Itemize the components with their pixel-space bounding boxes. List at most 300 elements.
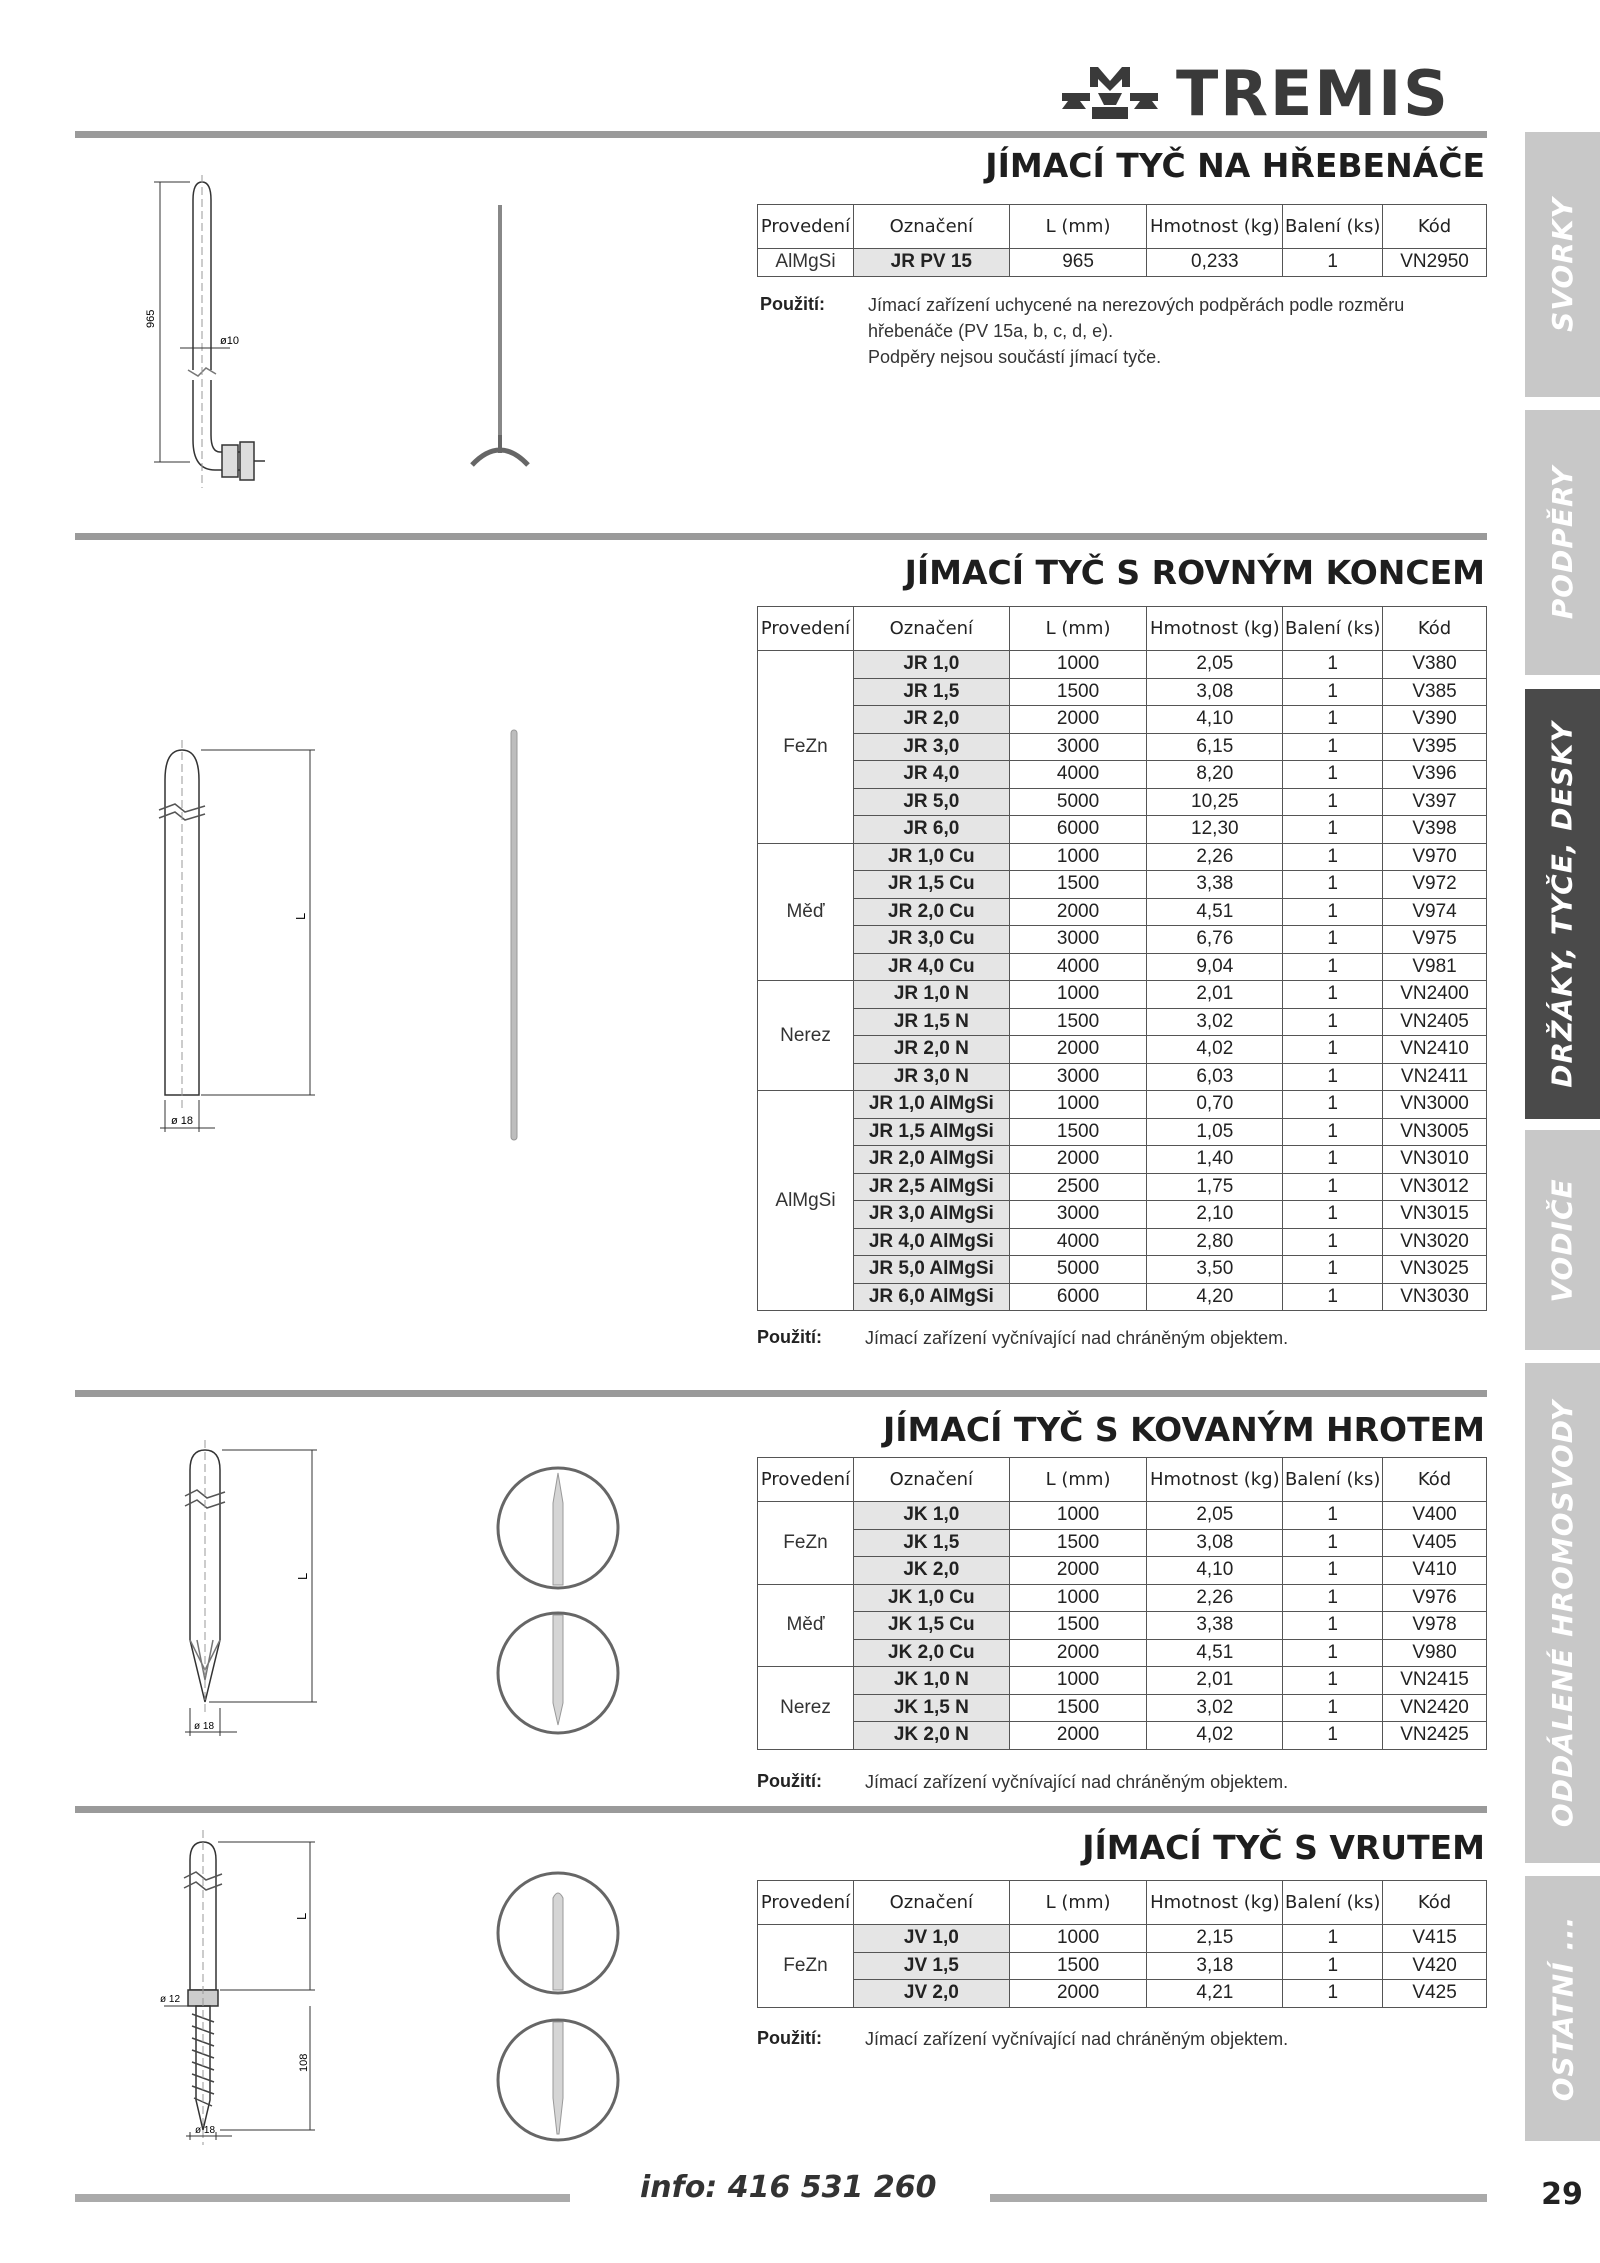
table-row [758, 898, 1487, 926]
use-line: Jímací zařízení vyčnívající nad chráněným objektem. [865, 2029, 1289, 2049]
weight-cell: 1,40 [1147, 1146, 1283, 1174]
col-header-length: L (mm) [1009, 1881, 1147, 1925]
code-cell: V420 [1383, 1952, 1487, 1980]
length-cell: 2000 [1009, 1722, 1147, 1750]
col-header-weight: Hmotnost (kg) [1147, 1881, 1283, 1925]
provedeni-cell: Nerez [758, 1667, 854, 1750]
packaging-cell: 1 [1283, 1639, 1383, 1667]
length-cell: 965 [1009, 249, 1147, 277]
table-row [758, 1694, 1487, 1722]
tab-label: VODIČE [1546, 1177, 1580, 1303]
packaging-cell: 1 [1283, 1091, 1383, 1119]
table-row [758, 981, 1487, 1009]
code-cell: VN3025 [1383, 1256, 1487, 1284]
table-row [758, 678, 1487, 706]
col-header-code: Kód [1383, 607, 1487, 651]
code-cell: V974 [1383, 898, 1487, 926]
use-line: Jímací zařízení vyčnívající nad chráněným objektem. [865, 1772, 1289, 1792]
length-cell: 3000 [1009, 1201, 1147, 1229]
packaging-cell: 1 [1283, 733, 1383, 761]
code-cell: VN2425 [1383, 1722, 1487, 1750]
col-header-weight: Hmotnost (kg) [1147, 607, 1283, 651]
packaging-cell: 1 [1283, 1118, 1383, 1146]
table-row [758, 1502, 1487, 1530]
col-header-weight: Hmotnost (kg) [1147, 1458, 1283, 1502]
code-cell: VN2400 [1383, 981, 1487, 1009]
diameter-dimension-label: ø10 [220, 335, 239, 347]
weight-cell: 0,70 [1147, 1091, 1283, 1119]
table-row [758, 1063, 1487, 1091]
oznaceni-cell: JK 1,0 [853, 1502, 1009, 1530]
use-label: Použití: [757, 1771, 822, 1791]
length-dimension-label: L [294, 1912, 309, 1920]
oznaceni-cell: JR 2,5 AlMgSi [853, 1173, 1009, 1201]
length-cell: 1500 [1009, 1118, 1147, 1146]
provedeni-cell: AlMgSi [758, 1091, 854, 1311]
weight-cell: 4,51 [1147, 1639, 1283, 1667]
packaging-cell: 1 [1283, 249, 1383, 277]
section-divider [75, 533, 1487, 540]
length-cell: 3000 [1009, 926, 1147, 954]
length-cell: 1000 [1009, 651, 1147, 679]
table-row [758, 1228, 1487, 1256]
oznaceni-cell: JK 2,0 [853, 1557, 1009, 1585]
height-dimension-label: 965 [145, 309, 157, 328]
code-cell: V975 [1383, 926, 1487, 954]
oznaceni-cell: JK 1,5 [853, 1529, 1009, 1557]
section-divider [75, 1390, 1487, 1397]
length-cell: 3000 [1009, 1063, 1147, 1091]
table-row [758, 1283, 1487, 1311]
col-header-length: L (mm) [1009, 205, 1147, 249]
code-cell: V425 [1383, 1980, 1487, 2008]
col-header-provedeni: Provedení [758, 1881, 854, 1925]
tremis-mark-icon [1060, 63, 1160, 123]
weight-cell: 10,25 [1147, 788, 1283, 816]
length-cell: 5000 [1009, 788, 1147, 816]
packaging-cell: 1 [1283, 1980, 1383, 2008]
oznaceni-cell: JR 1,5 [853, 678, 1009, 706]
weight-cell: 2,01 [1147, 981, 1283, 1009]
code-cell: VN2950 [1383, 249, 1487, 277]
table-row [758, 1584, 1487, 1612]
length-cell: 1000 [1009, 1502, 1147, 1530]
oznaceni-cell: JR 1,0 N [853, 981, 1009, 1009]
col-header-oznaceni: Označení [853, 1881, 1009, 1925]
weight-cell: 3,18 [1147, 1952, 1283, 1980]
col-header-packaging: Balení (ks) [1283, 205, 1383, 249]
oznaceni-cell: JK 1,0 N [853, 1667, 1009, 1695]
oznaceni-cell: JR 2,0 N [853, 1036, 1009, 1064]
length-cell: 1500 [1009, 1694, 1147, 1722]
col-header-code: Kód [1383, 205, 1487, 249]
table-row [758, 1146, 1487, 1174]
packaging-cell: 1 [1283, 1008, 1383, 1036]
screw-rod-photos [493, 1868, 623, 2148]
code-cell: V397 [1383, 788, 1487, 816]
oznaceni-cell: JR 2,0 Cu [853, 898, 1009, 926]
weight-cell: 3,38 [1147, 871, 1283, 899]
packaging-cell: 1 [1283, 1228, 1383, 1256]
length-cell: 1000 [1009, 1091, 1147, 1119]
packaging-cell: 1 [1283, 1146, 1383, 1174]
section-divider [75, 1806, 1487, 1813]
code-cell: VN3020 [1383, 1228, 1487, 1256]
weight-cell: 4,02 [1147, 1036, 1283, 1064]
length-cell: 4000 [1009, 761, 1147, 789]
packaging-cell: 1 [1283, 1256, 1383, 1284]
spec-table-body [758, 249, 1487, 277]
packaging-cell: 1 [1283, 678, 1383, 706]
table-row [758, 1952, 1487, 1980]
col-header-oznaceni: Označení [853, 607, 1009, 651]
brand-name: TREMIS [1176, 56, 1450, 130]
packaging-cell: 1 [1283, 1694, 1383, 1722]
oznaceni-cell: JR 3,0 N [853, 1063, 1009, 1091]
oznaceni-cell: JR 1,0 AlMgSi [853, 1091, 1009, 1119]
weight-cell: 2,05 [1147, 1502, 1283, 1530]
weight-cell: 6,03 [1147, 1063, 1283, 1091]
weight-cell: 2,01 [1147, 1667, 1283, 1695]
section-title: JÍMACÍ TYČ S VRUTEM [1082, 1828, 1485, 1867]
packaging-cell: 1 [1283, 1201, 1383, 1229]
oznaceni-cell: JR 5,0 AlMgSi [853, 1256, 1009, 1284]
length-cell: 2000 [1009, 1036, 1147, 1064]
provedeni-cell: FeZn [758, 651, 854, 844]
table-row [758, 1118, 1487, 1146]
table-row [758, 1008, 1487, 1036]
packaging-cell: 1 [1283, 1722, 1383, 1750]
spec-table-body [758, 1925, 1487, 2008]
length-cell: 3000 [1009, 733, 1147, 761]
oznaceni-cell: JK 1,5 N [853, 1694, 1009, 1722]
length-cell: 6000 [1009, 816, 1147, 844]
weight-cell: 3,08 [1147, 1529, 1283, 1557]
packaging-cell: 1 [1283, 706, 1383, 734]
packaging-cell: 1 [1283, 926, 1383, 954]
tab-ostatni[interactable] [1525, 1876, 1600, 2141]
weight-cell: 2,80 [1147, 1228, 1283, 1256]
code-cell: VN3010 [1383, 1146, 1487, 1174]
diameter-dimension-label: ø 18 [194, 1721, 215, 1732]
oznaceni-cell: JR 1,5 AlMgSi [853, 1118, 1009, 1146]
code-cell: VN3000 [1383, 1091, 1487, 1119]
length-cell: 1500 [1009, 1008, 1147, 1036]
packaging-cell: 1 [1283, 1036, 1383, 1064]
use-label: Použití: [757, 1327, 822, 1347]
table-row [758, 761, 1487, 789]
weight-cell: 4,20 [1147, 1283, 1283, 1311]
length-cell: 2000 [1009, 706, 1147, 734]
oznaceni-cell: JR 1,5 Cu [853, 871, 1009, 899]
section-title: JÍMACÍ TYČ S ROVNÝM KONCEM [904, 553, 1485, 592]
col-header-provedeni: Provedení [758, 1458, 854, 1502]
use-label: Použití: [760, 294, 825, 314]
weight-cell: 12,30 [1147, 816, 1283, 844]
col-header-code: Kód [1383, 1458, 1487, 1502]
table-row [758, 1036, 1487, 1064]
length-cell: 2000 [1009, 1980, 1147, 2008]
length-cell: 1000 [1009, 843, 1147, 871]
weight-cell: 2,26 [1147, 843, 1283, 871]
spec-table [757, 1880, 1487, 2008]
hook-rod-drawing [140, 170, 300, 500]
table-row [758, 733, 1487, 761]
code-cell: VN2410 [1383, 1036, 1487, 1064]
weight-cell: 1,05 [1147, 1118, 1283, 1146]
packaging-cell: 1 [1283, 871, 1383, 899]
tab-svorky[interactable] [1525, 132, 1600, 397]
provedeni-cell: AlMgSi [758, 249, 854, 277]
length-cell: 2500 [1009, 1173, 1147, 1201]
weight-cell: 4,02 [1147, 1722, 1283, 1750]
screw-rod-drawing [150, 1830, 330, 2150]
nut-diameter-label: ø 12 [160, 1994, 181, 2005]
straight-rod-photo [500, 725, 530, 1145]
table-row [758, 651, 1487, 679]
packaging-cell: 1 [1283, 1529, 1383, 1557]
footer-bar-right [990, 2194, 1487, 2202]
code-cell: V405 [1383, 1529, 1487, 1557]
spec-table [757, 204, 1487, 277]
brand-logo [1060, 58, 1490, 128]
provedeni-cell: Měď [758, 1584, 854, 1667]
packaging-cell: 1 [1283, 898, 1383, 926]
length-cell: 1500 [1009, 1529, 1147, 1557]
length-cell: 5000 [1009, 1256, 1147, 1284]
packaging-cell: 1 [1283, 651, 1383, 679]
use-line: Jímací zařízení vyčnívající nad chráněným objektem. [865, 1328, 1289, 1348]
length-cell: 1500 [1009, 871, 1147, 899]
table-row [758, 1173, 1487, 1201]
weight-cell: 2,10 [1147, 1201, 1283, 1229]
provedeni-cell: Měď [758, 843, 854, 981]
table-row [758, 1091, 1487, 1119]
weight-cell: 3,02 [1147, 1694, 1283, 1722]
use-line: Podpěry nejsou součástí jímací tyče. [868, 347, 1162, 367]
spec-table-body [758, 1502, 1487, 1750]
table-row [758, 706, 1487, 734]
weight-cell: 2,05 [1147, 651, 1283, 679]
oznaceni-cell: JR 1,0 [853, 651, 1009, 679]
packaging-cell: 1 [1283, 788, 1383, 816]
code-cell: VN3015 [1383, 1201, 1487, 1229]
oznaceni-cell: JK 2,0 Cu [853, 1639, 1009, 1667]
provedeni-cell: FeZn [758, 1925, 854, 2008]
packaging-cell: 1 [1283, 1283, 1383, 1311]
col-header-length: L (mm) [1009, 1458, 1147, 1502]
table-row [758, 1925, 1487, 1953]
table-row [758, 953, 1487, 981]
weight-cell: 1,75 [1147, 1173, 1283, 1201]
oznaceni-cell: JR 4,0 AlMgSi [853, 1228, 1009, 1256]
col-header-packaging: Balení (ks) [1283, 1458, 1383, 1502]
tab-vodice[interactable] [1525, 1130, 1600, 1350]
code-cell: V415 [1383, 1925, 1487, 1953]
code-cell: VN3005 [1383, 1118, 1487, 1146]
col-header-packaging: Balení (ks) [1283, 607, 1383, 651]
code-cell: VN2415 [1383, 1667, 1487, 1695]
packaging-cell: 1 [1283, 843, 1383, 871]
tab-label: SVORKY [1546, 197, 1579, 332]
packaging-cell: 1 [1283, 1584, 1383, 1612]
forged-tip-rod-drawing [175, 1440, 325, 1750]
oznaceni-cell: JR 6,0 [853, 816, 1009, 844]
table-row [758, 871, 1487, 899]
packaging-cell: 1 [1283, 1612, 1383, 1640]
col-header-provedeni: Provedení [758, 205, 854, 249]
table-row [758, 1529, 1487, 1557]
hook-rod-photo [460, 195, 580, 485]
footer-contact: info: 416 531 260 [640, 2170, 937, 2205]
oznaceni-cell: JK 1,0 Cu [853, 1584, 1009, 1612]
code-cell: V410 [1383, 1557, 1487, 1585]
weight-cell: 3,02 [1147, 1008, 1283, 1036]
weight-cell: 0,233 [1147, 249, 1283, 277]
code-cell: V970 [1383, 843, 1487, 871]
code-cell: V380 [1383, 651, 1487, 679]
table-row [758, 1612, 1487, 1640]
oznaceni-cell: JR 3,0 Cu [853, 926, 1009, 954]
spec-table [757, 1457, 1487, 1750]
col-header-weight: Hmotnost (kg) [1147, 205, 1283, 249]
tab-oddalene-hromosvody[interactable] [1525, 1363, 1600, 1863]
table-row [758, 1722, 1487, 1750]
packaging-cell: 1 [1283, 1173, 1383, 1201]
footer-bar-left [75, 2194, 570, 2202]
weight-cell: 9,04 [1147, 953, 1283, 981]
length-cell: 2000 [1009, 1639, 1147, 1667]
weight-cell: 6,15 [1147, 733, 1283, 761]
col-header-packaging: Balení (ks) [1283, 1881, 1383, 1925]
oznaceni-cell: JR 2,0 [853, 706, 1009, 734]
tab-label: PODPĚRY [1546, 465, 1580, 620]
screw-length-label: 108 [298, 2053, 310, 2072]
packaging-cell: 1 [1283, 816, 1383, 844]
provedeni-cell: FeZn [758, 1502, 854, 1585]
length-cell: 2000 [1009, 1557, 1147, 1585]
length-cell: 1500 [1009, 1952, 1147, 1980]
code-cell: V980 [1383, 1639, 1487, 1667]
page-number: 29 [1541, 2177, 1583, 2212]
weight-cell: 8,20 [1147, 761, 1283, 789]
packaging-cell: 1 [1283, 761, 1383, 789]
tab-podpery[interactable] [1525, 410, 1600, 675]
length-cell: 4000 [1009, 953, 1147, 981]
table-row [758, 1256, 1487, 1284]
table-row [758, 1980, 1487, 2008]
length-dimension-label: L [293, 912, 308, 920]
table-row [758, 1667, 1487, 1695]
weight-cell: 2,26 [1147, 1584, 1283, 1612]
weight-cell: 6,76 [1147, 926, 1283, 954]
weight-cell: 3,38 [1147, 1612, 1283, 1640]
code-cell: VN3012 [1383, 1173, 1487, 1201]
oznaceni-cell: JR 4,0 Cu [853, 953, 1009, 981]
oznaceni-cell: JR 3,0 [853, 733, 1009, 761]
section-divider [75, 131, 1487, 138]
spec-table-body [758, 651, 1487, 1311]
tab-label: ODDÁLENÉ HROMOSVODY [1546, 1399, 1579, 1827]
length-cell: 4000 [1009, 1228, 1147, 1256]
code-cell: V395 [1383, 733, 1487, 761]
use-text [868, 292, 1404, 370]
code-cell: V398 [1383, 816, 1487, 844]
length-cell: 1000 [1009, 1584, 1147, 1612]
length-cell: 1500 [1009, 1612, 1147, 1640]
oznaceni-cell: JK 2,0 N [853, 1722, 1009, 1750]
length-cell: 1000 [1009, 1925, 1147, 1953]
oznaceni-cell: JV 2,0 [853, 1980, 1009, 2008]
packaging-cell: 1 [1283, 1925, 1383, 1953]
tab-drzaky-tyce-desky[interactable] [1525, 689, 1600, 1119]
weight-cell: 3,08 [1147, 678, 1283, 706]
code-cell: VN2405 [1383, 1008, 1487, 1036]
packaging-cell: 1 [1283, 981, 1383, 1009]
code-cell: VN2420 [1383, 1694, 1487, 1722]
length-cell: 6000 [1009, 1283, 1147, 1311]
length-dimension-label: L [295, 1572, 310, 1580]
use-line: hřebenáče (PV 15a, b, c, d, e). [868, 321, 1114, 341]
table-row [758, 249, 1487, 277]
code-cell: V976 [1383, 1584, 1487, 1612]
oznaceni-cell: JR 6,0 AlMgSi [853, 1283, 1009, 1311]
oznaceni-cell: JK 1,5 Cu [853, 1612, 1009, 1640]
use-line: Jímací zařízení uchycené na nerezových podpěrách podle rozměru [868, 295, 1405, 315]
code-cell: V981 [1383, 953, 1487, 981]
table-row [758, 1201, 1487, 1229]
packaging-cell: 1 [1283, 1952, 1383, 1980]
oznaceni-cell: JR 4,0 [853, 761, 1009, 789]
oznaceni-cell: JR 5,0 [853, 788, 1009, 816]
oznaceni-cell: JV 1,0 [853, 1925, 1009, 1953]
weight-cell: 4,10 [1147, 706, 1283, 734]
use-label: Použití: [757, 2028, 822, 2048]
code-cell: V396 [1383, 761, 1487, 789]
weight-cell: 2,15 [1147, 1925, 1283, 1953]
code-cell: V385 [1383, 678, 1487, 706]
oznaceni-cell: JR 1,0 Cu [853, 843, 1009, 871]
packaging-cell: 1 [1283, 1667, 1383, 1695]
packaging-cell: 1 [1283, 1557, 1383, 1585]
table-row [758, 843, 1487, 871]
table-row [758, 788, 1487, 816]
packaging-cell: 1 [1283, 953, 1383, 981]
weight-cell: 3,50 [1147, 1256, 1283, 1284]
weight-cell: 4,21 [1147, 1980, 1283, 2008]
oznaceni-cell: JR 1,5 N [853, 1008, 1009, 1036]
packaging-cell: 1 [1283, 1502, 1383, 1530]
provedeni-cell: Nerez [758, 981, 854, 1091]
col-header-length: L (mm) [1009, 607, 1147, 651]
code-cell: V972 [1383, 871, 1487, 899]
spec-table [757, 606, 1487, 1311]
length-cell: 2000 [1009, 898, 1147, 926]
table-row [758, 816, 1487, 844]
col-header-provedeni: Provedení [758, 607, 854, 651]
col-header-code: Kód [1383, 1881, 1487, 1925]
diameter-dimension-label: ø 18 [195, 2125, 216, 2136]
code-cell: V390 [1383, 706, 1487, 734]
code-cell: VN3030 [1383, 1283, 1487, 1311]
table-row [758, 1557, 1487, 1585]
length-cell: 1500 [1009, 678, 1147, 706]
length-cell: 2000 [1009, 1146, 1147, 1174]
code-cell: V400 [1383, 1502, 1487, 1530]
table-row [758, 926, 1487, 954]
weight-cell: 4,51 [1147, 898, 1283, 926]
forged-tip-photos [493, 1463, 623, 1738]
